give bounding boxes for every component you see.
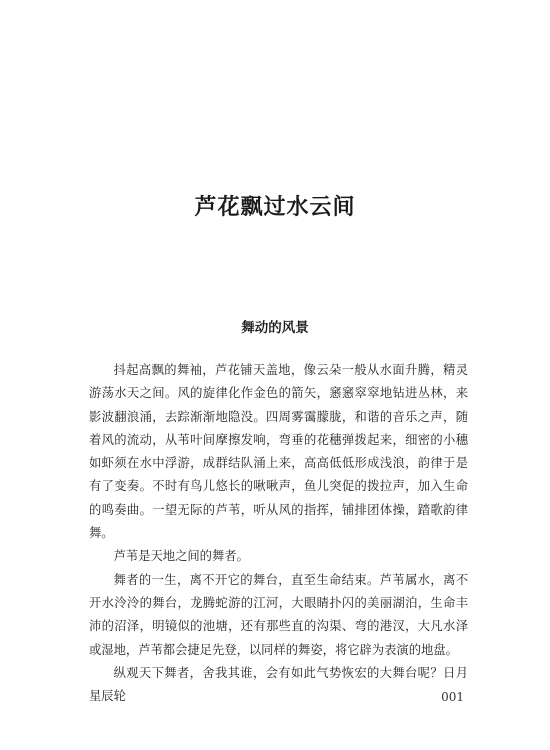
paragraph: 纵观天下舞者，舍我其谁，会有如此气势恢宏的大舞台呢？日月星辰轮 [89,665,468,704]
chapter-title: 芦花飘过水云间 [194,194,356,220]
paragraph: 芦苇是天地之间的舞者。 [113,549,249,564]
body-text [89,359,468,708]
section-title: 舞动的风景 [241,320,309,336]
paragraph: 抖起高飘的舞袖，芦花铺天盖地，像云朵一般从水面升腾，精灵游荡水天之间。风的旋律化作金色的箭矢，窸窸窣窣地钻进丛林，来影波翻浪涌，去踪渐渐地隐没。四周雾霭朦胧，和谐的音乐之声，随着风的流动，从苇叶间摩擦发响，弯垂的花穗弹拨起来，细密的小穗如虾须在水中浮游，成群结队涌上来，高高低低形成浅浪，韵律于是有了变奏。不时有鸟儿悠长的啾啾声，鱼儿突促的拨拉声，加入生命的鸣奏曲。一望无际的芦苇，听从风的指挥，铺排团体操，踏歌韵律舞。 [89,363,468,541]
paragraph: 舞者的一生，离不开它的舞台，直至生命结束。芦苇属水，离不开水泠泠的舞台，龙腾蛇游的江河，大眼睛扑闪的美丽湖泊，生命丰沛的沼泽，明镜似的池塘，还有那些直的沟渠、弯的港汊，大凡水泽或湿地，芦苇都会捷足先登，以同样的舞姿，将它辟为表演的地盘。 [89,572,468,657]
page-number: 001 [441,690,464,704]
